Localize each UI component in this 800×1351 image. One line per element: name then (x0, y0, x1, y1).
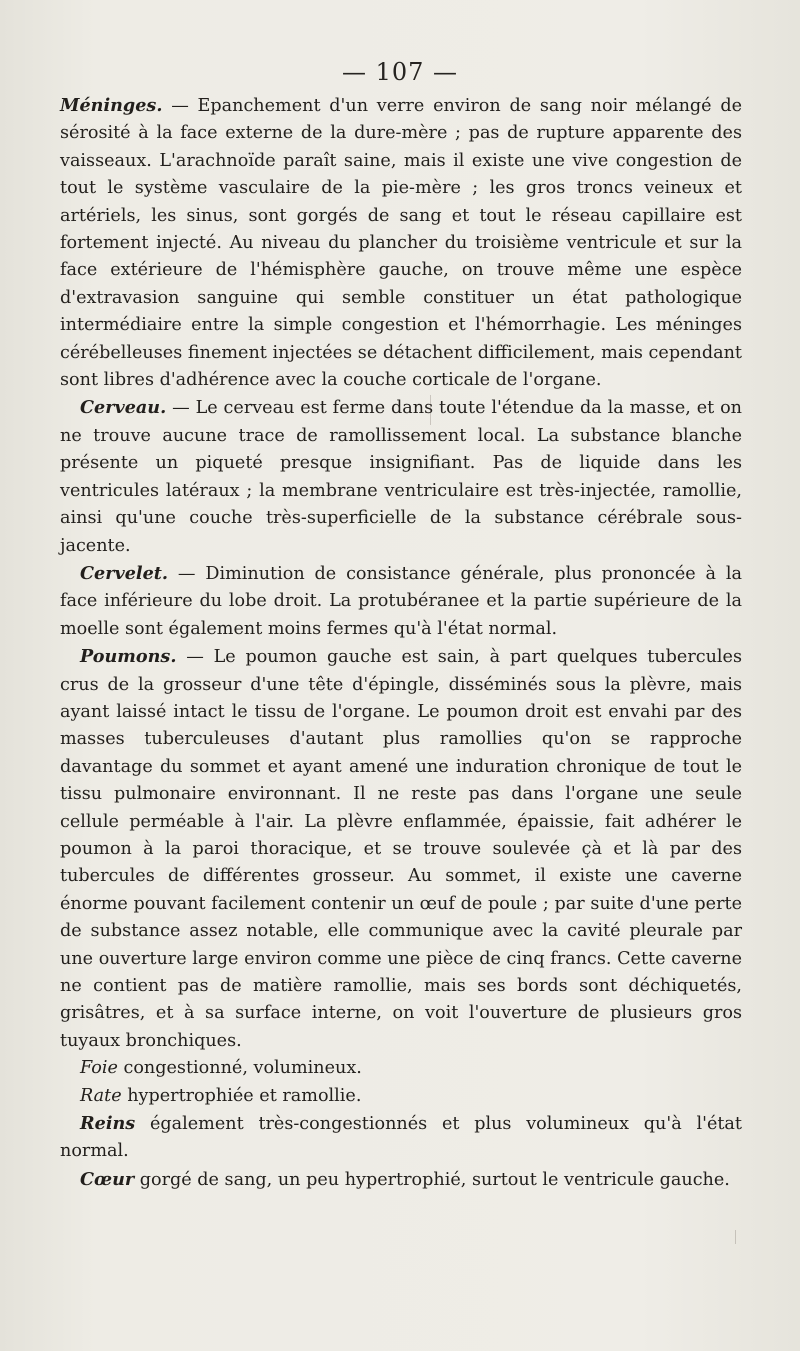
section-heading: Reins (80, 1113, 136, 1135)
section-heading: Foie (80, 1058, 118, 1079)
section-text: congestionné, volumineux. (117, 1058, 362, 1079)
section-text: — Epanchement d'un verre environ de sang noir mélangé de sérosité à la face externe de la dure-mère ; pas de rupture apparente des vaisseaux. L'arachnoïde paraît saine, mais il existe une vive congestion de tout le système vasculaire de la pie-mère ; les gros troncs veineux et artériels, les sinus, sont gorgés de sang et tout le réseau capillaire est fortement injecté. Au niveau du plancher du troisième ventricule et sur la face extérieure de l'hémisphère gauche, on trouve même une espèce d'extravasion sanguine qui semble constituer un état pathologique intermédiaire entre la simple congestion et l'hémorrhagie. Les méninges cérébelleuses finement injectées se détachent difficilement, mais cependant sont libres d'adhérence avec la couche corticale de l'organe. (60, 96, 742, 391)
paper-crease-mark (430, 395, 431, 425)
section-heading: Cervelet. (80, 562, 169, 584)
section-text: — Le cerveau est ferme dans toute l'étendue da la masse, et on ne trouve aucune trace de ramollissement local. La substance blanche présente un piqueté presque insignifiant. Pas de liquide dans les ventricules latéraux ; la membrane ventriculaire est très-injectée, ramollie, ainsi qu'une couche très-superficielle de la substance cérébrale sous-jacente. (60, 398, 742, 556)
section-heading: Cœur (80, 1168, 135, 1190)
paper-crease-mark (735, 1230, 736, 1244)
section-text: — Le poumon gauche est sain, à part quelques tubercules crus de la grosseur d'une tête d'épingle, disséminés sous la plèvre, mais ayant laissé intact le tissu de l'organe. Le poumon droit est envahi par des masses tuberculeuses d'autant plus ramollies qu'on se rapproche davantage du sommet et ayant amené une induration chronique de tout le tissu pulmonaire environnant. Il ne reste pas dans l'organe une seule cellule perméable à l'air. La plèvre enflammée, épaissie, fait adhérer le poumon à la paroi thoracique, et se trouve soulevée çà et là par des tubercules de différentes grosseur. Au sommet, il existe une caverne énorme pouvant facilement contenir un œuf de poule ; par suite d'une perte de substance assez notable, elle communique avec la cavité pleurale par une ouverture large environ comme une pièce de cinq francs. Cette caverne ne contient pas de matière ramollie, mais ses bords sont déchiquetés, grisâtres, et à sa surface interne, on voit l'ouverture de plusieurs gros tuyaux bronchiques. (60, 647, 742, 1051)
section-heading: Rate (80, 1085, 122, 1106)
paragraph-meninges (60, 92, 742, 394)
section-text: gorgé de sang, un peu hypertrophié, surtout le ventricule gauche. (134, 1169, 730, 1190)
section-text: hypertrophiée et ramollie. (121, 1085, 362, 1106)
body-text (60, 92, 742, 1194)
page-number: — 107 — (341, 58, 459, 86)
paragraph-poumons (60, 643, 742, 1055)
section-heading: Méninges. (60, 95, 163, 116)
paragraph-cervelet (60, 560, 742, 643)
section-heading: Poumons. (80, 646, 177, 668)
paragraph-coeur (60, 1166, 742, 1194)
section-heading: Cerveau. (80, 397, 167, 419)
paragraph-foie (60, 1055, 742, 1082)
paragraph-rate (60, 1083, 742, 1110)
section-text: également très-congestionnés et plus volumineux qu'à l'état normal. (60, 1114, 742, 1162)
paragraph-cerveau (60, 394, 742, 559)
paragraph-reins (60, 1110, 742, 1166)
section-text: — Diminution de consistance générale, plus prononcée à la face inférieure du lobe droit. La protubéranee et la partie supérieure de la moelle sont également moins fermes qu'à l'état normal. (60, 563, 742, 639)
